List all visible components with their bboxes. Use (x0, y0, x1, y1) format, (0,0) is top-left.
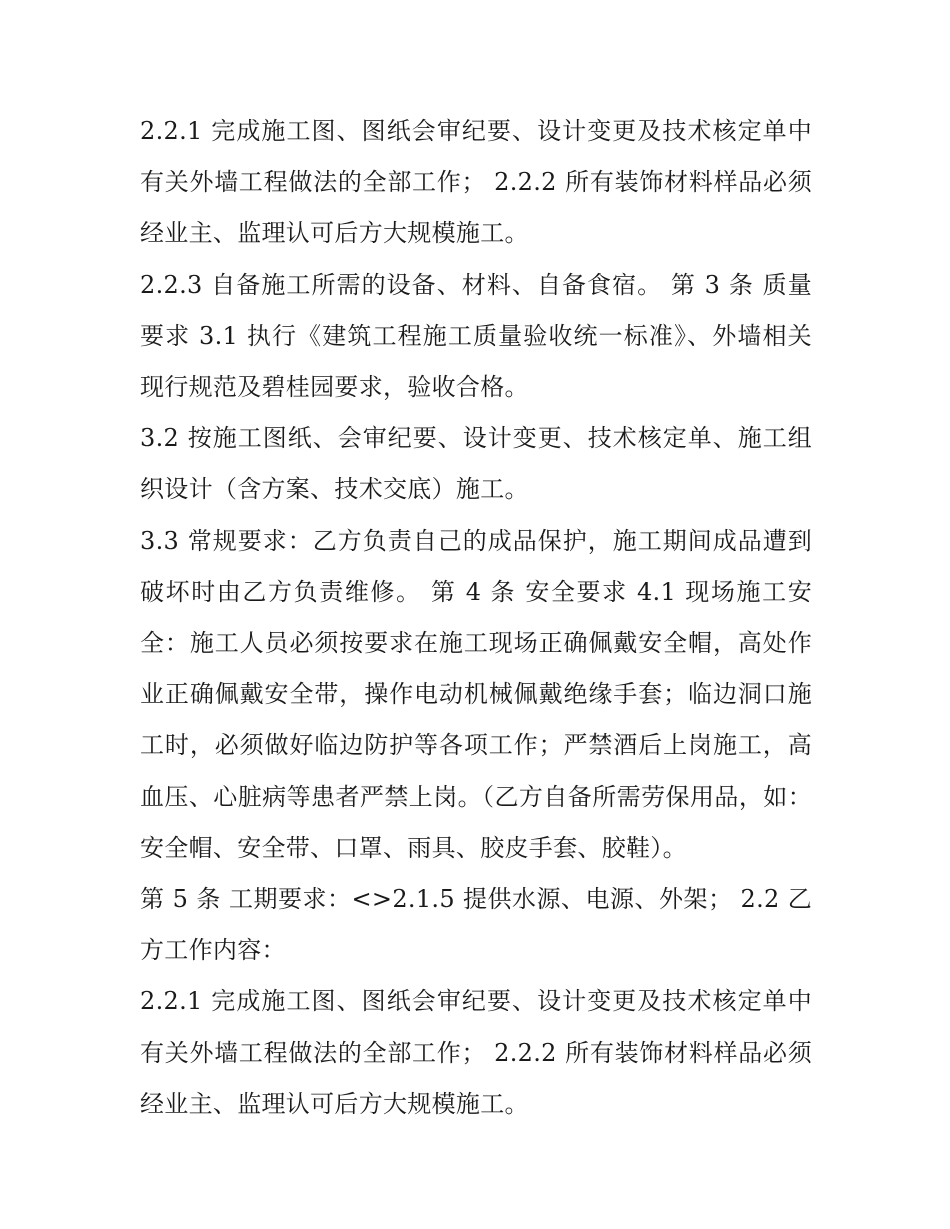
paragraph-4: 3.3 常规要求：乙方负责自己的成品保护，施工期间成品遭到破坏时由乙方负责维修。 第 4 条 安全要求 4.1 现场施工安全：施工人员必须按要求在施工现场正确佩戴安全帽，高处作业正确佩戴安全带，操作电动机械佩戴绝缘手套；临边洞口施工时，必须做好临边防护等各项工作；严禁酒后上岗施工，高血压、心脏病等患者严禁上岗。（乙方自备所需劳保用品，如：安全帽、安全带、口罩、雨具、胶皮手套、胶鞋）。 (140, 526, 812, 862)
paragraph-6: 2.2.1 完成施工图、图纸会审纪要、设计变更及技术核定单中有关外墙工程做法的全部工作； 2.2.2 所有装饰材料样品必须经业主、监理认可后方大规模施工。 (140, 987, 812, 1118)
paragraph-1: 2.2.1 完成施工图、图纸会审纪要、设计变更及技术核定单中有关外墙工程做法的全部工作； 2.2.2 所有装饰材料样品必须经业主、监理认可后方大规模施工。 (140, 117, 812, 248)
document-body (140, 106, 812, 1130)
paragraph-3: 3.2 按施工图纸、会审纪要、设计变更、技术核定单、施工组织设计（含方案、技术交底）施工。 (140, 424, 812, 504)
paragraph-5: 第 5 条 工期要求：<>2.1.5 提供水源、电源、外架； 2.2 乙方工作内容： (140, 885, 812, 965)
paragraph-2: 2.2.3 自备施工所需的设备、材料、自备食宿。 第 3 条 质量要求 3.1 执行《建筑工程施工质量验收统一标准》、外墙相关现行规范及碧桂园要求，验收合格。 (140, 270, 812, 402)
